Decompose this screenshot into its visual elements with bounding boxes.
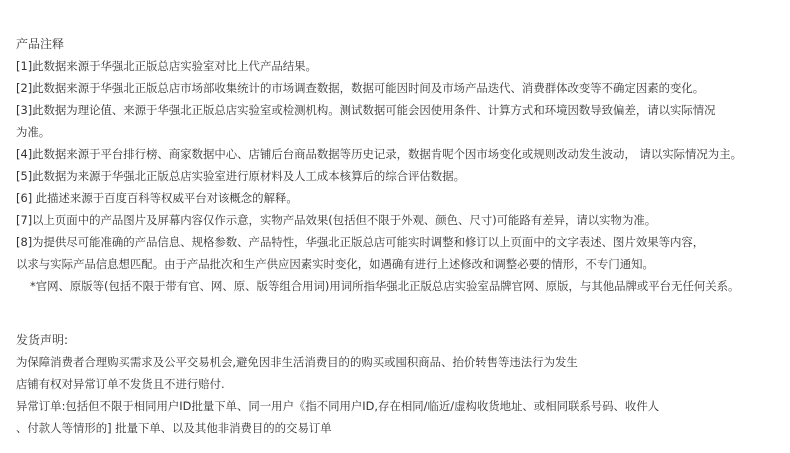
note-line-4: [4]此数据来源于平台排行榜、商家数据中心、店铺后台商品数据等历史记录，数据肯呢个因市场变化或规则改动发生波动， 请以实际情况为主。 [16,147,742,161]
shipping-line-4: 、付款人等情形的] 批量下单、以及其他非消费目的的交易订单 [16,421,332,435]
note-line-8: [8]为提供尽可能准确的产品信息、规格参数、产品特性，华强北正版总店可能实时调整和修订以上页面中的文字表述、图片效果等内容， [16,235,705,249]
shipping-line-1: 为保障消费者合理购买需求及公平交易机会,避免因非生活消费目的的购买或囤积商品、抬价转售等违法行为发生 [16,355,578,369]
note-line-official: *官网、原版等(包括不限于带有官、网、原、版等组合用词)用词所指华强北正版总店实验室品牌官网、原版，与其他品牌或平台无任何关系。 [30,279,740,293]
shipping-line-3: 异常订单:包括但不限于相同用户ID批量下单、同一用户《指不同用户ID,存在相同/临近/虚构收货地址、或相同联系号码、收件人 [16,399,660,413]
product-notes-title: 产品注释 [16,37,65,51]
note-line-2: [2]此数据来源于华强北正版总店市场部收集统计的市场调查数据，数据可能因时间及市场产品迭代、消费群体改变等不确定因素的变化。 [16,81,705,95]
note-line-3: [3]此数据为理论值、来源于华强北正版总店实验室或检测机构。测试数据可能会因使用条件、计算方式和环境因数导致偏差，请以实际情况 [16,103,716,117]
note-line-3-cont: 为准。 [16,125,51,139]
shipping-line-2: 店铺有权对异常订单不发货且不进行赔付. [16,377,225,391]
note-line-5: [5]此数据为来源于华强北正版总店实验室进行原材料及人工成本核算后的综合评估数据。 [16,169,465,183]
note-line-7: [7]以上页面中的产品图片及屏幕内容仅作示意，实物产品效果(包括但不限于外观、颜色、尺寸)可能路有差异，请以实物为准。 [16,213,657,227]
shipping-statement-title: 发货声明: [16,333,69,347]
note-line-1: [1]此数据来源于华强北正版总店实验室对比上代产品结果。 [16,59,317,73]
note-line-8-cont: 以求与实际产品信息想匹配。由于产品批次和生产供应因素实时变化，如遇确有进行上述修改和调整必要的情形，不专门通知。 [16,257,654,271]
note-line-6: [6] 此描述来源于百度百科等权威平台对该概念的解释。 [16,191,298,205]
